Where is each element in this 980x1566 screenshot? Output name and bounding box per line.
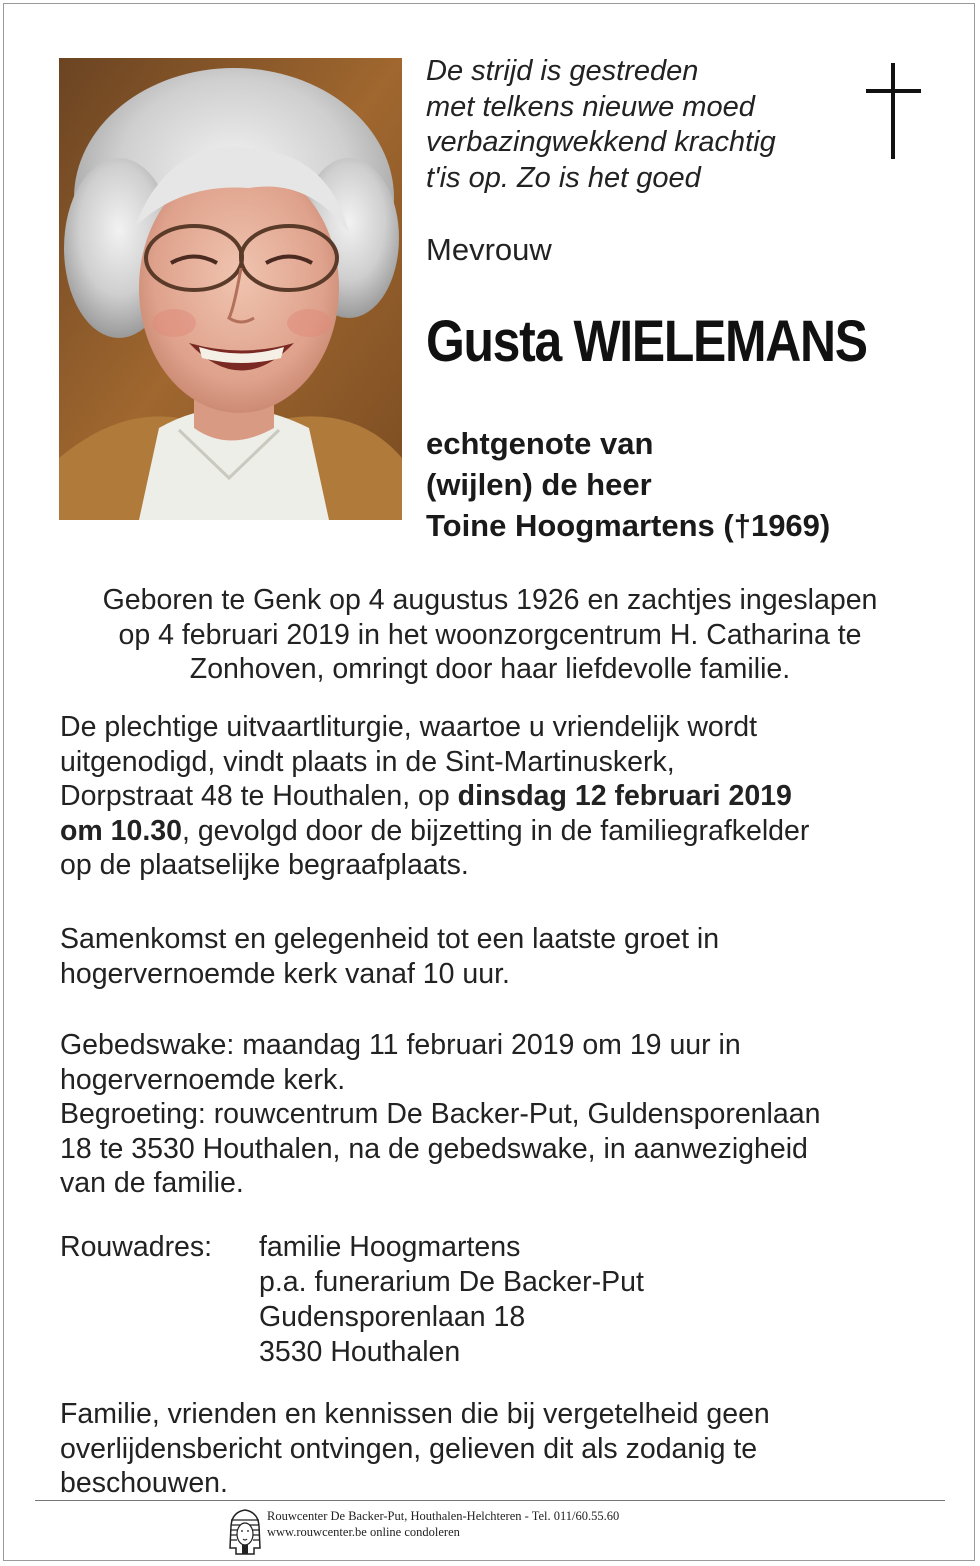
- paragraph-line: Zonhoven, omringt door haar liefdevolle familie.: [189, 653, 791, 685]
- paragraph-line: Samenkomst en gelegenheid tot een laatste groet in: [60, 923, 720, 955]
- address-line: Gudensporenlaan 18: [259, 1301, 526, 1333]
- paragraph-line: op 4 februari 2019 in het woonzorgcentrum H. Catharina te: [118, 618, 862, 651]
- paragraph-line: beschouwen.: [60, 1467, 228, 1499]
- portrait-photo: [59, 58, 402, 520]
- relation-line: Toine Hoogmartens (†1969): [426, 508, 831, 543]
- address-line: familie Hoogmartens: [259, 1231, 521, 1263]
- relation-line: echtgenote van: [426, 426, 654, 461]
- poem-line: met telkens nieuwe moed: [426, 90, 755, 123]
- poem: [426, 54, 776, 196]
- paragraph-line: [60, 814, 925, 849]
- paragraph-line: Begroeting: rouwcentrum De Backer-Put, Guldensporenlaan: [60, 1098, 821, 1130]
- pharaoh-logo-icon: [228, 1508, 262, 1556]
- footer-credits: [267, 1508, 619, 1540]
- address-line: p.a. funerarium De Backer-Put: [259, 1266, 644, 1298]
- paragraph-line: overlijdensbericht ontvingen, gelieven dit als zodanig te: [60, 1432, 758, 1465]
- paragraph-line: hogervernoemde kerk vanaf 10 uur.: [60, 957, 510, 990]
- paragraph-line: Familie, vrienden en kennissen die bij vergetelheid geen: [60, 1398, 770, 1430]
- cross-icon: [866, 63, 921, 159]
- liturgy-date: dinsdag 12 februari 2019: [457, 780, 792, 812]
- paragraph-line: Gebedswake: maandag 11 februari 2019 om 19 uur in: [60, 1029, 741, 1061]
- deceased-name: Gusta WIELEMANS: [426, 309, 867, 374]
- liturgy-burial: , gevolgd door de bijzetting in de familiegrafkelder: [182, 814, 810, 847]
- closing-paragraph: [60, 1397, 925, 1501]
- paragraph-line: Geboren te Genk op 4 augustus 1926 en zachtjes ingeslapen: [102, 584, 878, 616]
- paragraph-line: van de familie.: [60, 1167, 244, 1199]
- funeral-liturgy-paragraph: [60, 710, 925, 883]
- address-label: Rouwadres:: [60, 1231, 213, 1263]
- relation-line: (wijlen) de heer: [426, 467, 652, 502]
- liturgy-location: Dorpstraat 48 te Houthalen, op: [60, 780, 458, 812]
- paragraph-line: De plechtige uitvaartliturgie, waartoe u vriendelijk wordt: [60, 711, 758, 743]
- footer-website-link[interactable]: www.rouwcenter.be online condoleren: [267, 1525, 460, 1539]
- paragraph-line: uitgenodigd, vindt plaats in de Sint-Martinuskerk,: [60, 745, 675, 778]
- spouse-relation: [426, 423, 830, 546]
- footer-divider: [35, 1500, 945, 1501]
- paragraph-line: [60, 779, 925, 814]
- address-lines: [259, 1230, 644, 1370]
- gathering-paragraph: [60, 922, 925, 991]
- paragraph-line: hogervernoemde kerk.: [60, 1063, 346, 1096]
- honorific-title: Mevrouw: [426, 232, 552, 267]
- liturgy-time: om 10.30: [60, 814, 182, 847]
- poem-line: De strijd is gestreden: [426, 55, 699, 87]
- paragraph-line: 18 te 3530 Houthalen, na de gebedswake, in aanwezigheid: [60, 1132, 808, 1165]
- address-line: 3530 Houthalen: [259, 1336, 461, 1368]
- poem-line: t'is op. Zo is het goed: [426, 161, 701, 194]
- paragraph-line: op de plaatselijke begraafplaats.: [60, 849, 469, 881]
- poem-line: verbazingwekkend krachtig: [426, 126, 776, 158]
- prayer-wake-paragraph: [60, 1028, 925, 1201]
- footer-company: Rouwcenter De Backer-Put, Houthalen-Helchteren - Tel. 011/60.55.60: [267, 1509, 620, 1523]
- birth-death-paragraph: [40, 583, 940, 687]
